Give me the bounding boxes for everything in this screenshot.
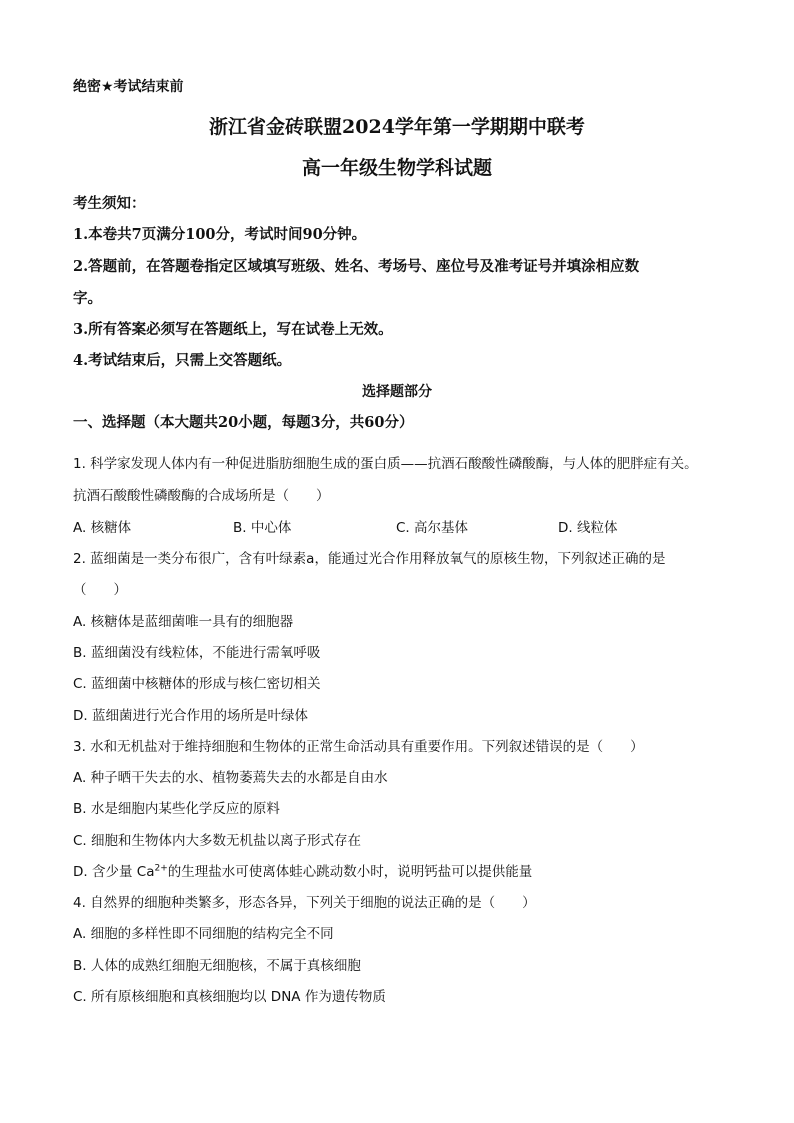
q3-option-d-post: 的生理盐水可使离体蛙心跳动数小时，说明钙盐可以提供能量 [167, 864, 533, 880]
notice-heading: 考生须知： [73, 195, 146, 212]
q2-option-c: C. 蓝细菌中核糖体的形成与核仁密切相关 [73, 676, 321, 692]
confidential-label: 绝密★考试结束前 [73, 79, 184, 95]
question-2-stem: 2. 蓝细菌是一类分布很广，含有叶绿素a，能通过光合作用释放氧气的原核生物，下列叙述正确的是 [73, 551, 666, 567]
question-4-stem: 4. 自然界的细胞种类繁多，形态各异，下列关于细胞的说法正确的是（ ） [73, 895, 536, 911]
exam-title: 浙江省金砖联盟2024学年第一学期期中联考 [209, 116, 585, 138]
q4-option-b: B. 人体的成熟红细胞无细胞核，不属于真核细胞 [73, 958, 361, 974]
notice-item-3: 3.所有答案必须写在答题纸上，写在试卷上无效。 [73, 321, 393, 338]
q2-option-d: D. 蓝细菌进行光合作用的场所是叶绿体 [73, 708, 308, 724]
q3-option-c: C. 细胞和生物体内大多数无机盐以离子形式存在 [73, 833, 362, 849]
question-3-stem: 3. 水和无机盐对于维持细胞和生物体的正常生命活动具有重要作用。下列叙述错误的是（ ） [73, 739, 644, 755]
notice-item-1: 1.本卷共7页满分100分，考试时间90分钟。 [73, 226, 367, 243]
q1-option-c: C. 高尔基体 [396, 520, 469, 536]
notice-item-2: 2.答题前，在答题卷指定区域填写班级、姓名、考场号、座位号及准考证号并填涂相应数 [73, 258, 640, 275]
q3-option-d-pre: D. 含少量 Ca [73, 864, 155, 880]
q3-option-b: B. 水是细胞内某些化学反应的原料 [73, 801, 280, 817]
question-2-stem-cont: （ ） [73, 582, 127, 598]
q2-option-b: B. 蓝细菌没有线粒体，不能进行需氧呼吸 [73, 645, 321, 661]
notice-item-4: 4.考试结束后，只需上交答题纸。 [73, 352, 292, 369]
question-1-stem: 1. 科学家发现人体内有一种促进脂肪细胞生成的蛋白质——抗酒石酸酸性磷酸酶，与人体的肥胖症有关。 [73, 456, 698, 472]
q3-option-d [73, 860, 532, 880]
q4-option-a: A. 细胞的多样性即不同细胞的结构完全不同 [73, 926, 334, 942]
q3-option-d-charge: 2+ [154, 863, 168, 874]
q2-option-a: A. 核糖体是蓝细菌唯一具有的细胞器 [73, 614, 294, 630]
q1-option-a: A. 核糖体 [73, 520, 132, 536]
q3-option-a: A. 种子晒干失去的水、植物萎蔫失去的水都是自由水 [73, 770, 388, 786]
question-1-stem-cont: 抗酒石酸酸性磷酸酶的合成场所是（ ） [73, 488, 330, 504]
q4-option-c: C. 所有原核细胞和真核细胞均以 DNA 作为遗传物质 [73, 989, 386, 1005]
q1-option-b: B. 中心体 [233, 520, 292, 536]
section-heading: 一、选择题（本大题共20小题，每题3分，共60分） [73, 414, 414, 431]
notice-item-2-cont: 字。 [73, 290, 102, 307]
section-part-label: 选择题部分 [362, 384, 432, 400]
exam-subtitle: 高一年级生物学科试题 [301, 157, 492, 179]
q1-option-d: D. 线粒体 [558, 520, 618, 536]
